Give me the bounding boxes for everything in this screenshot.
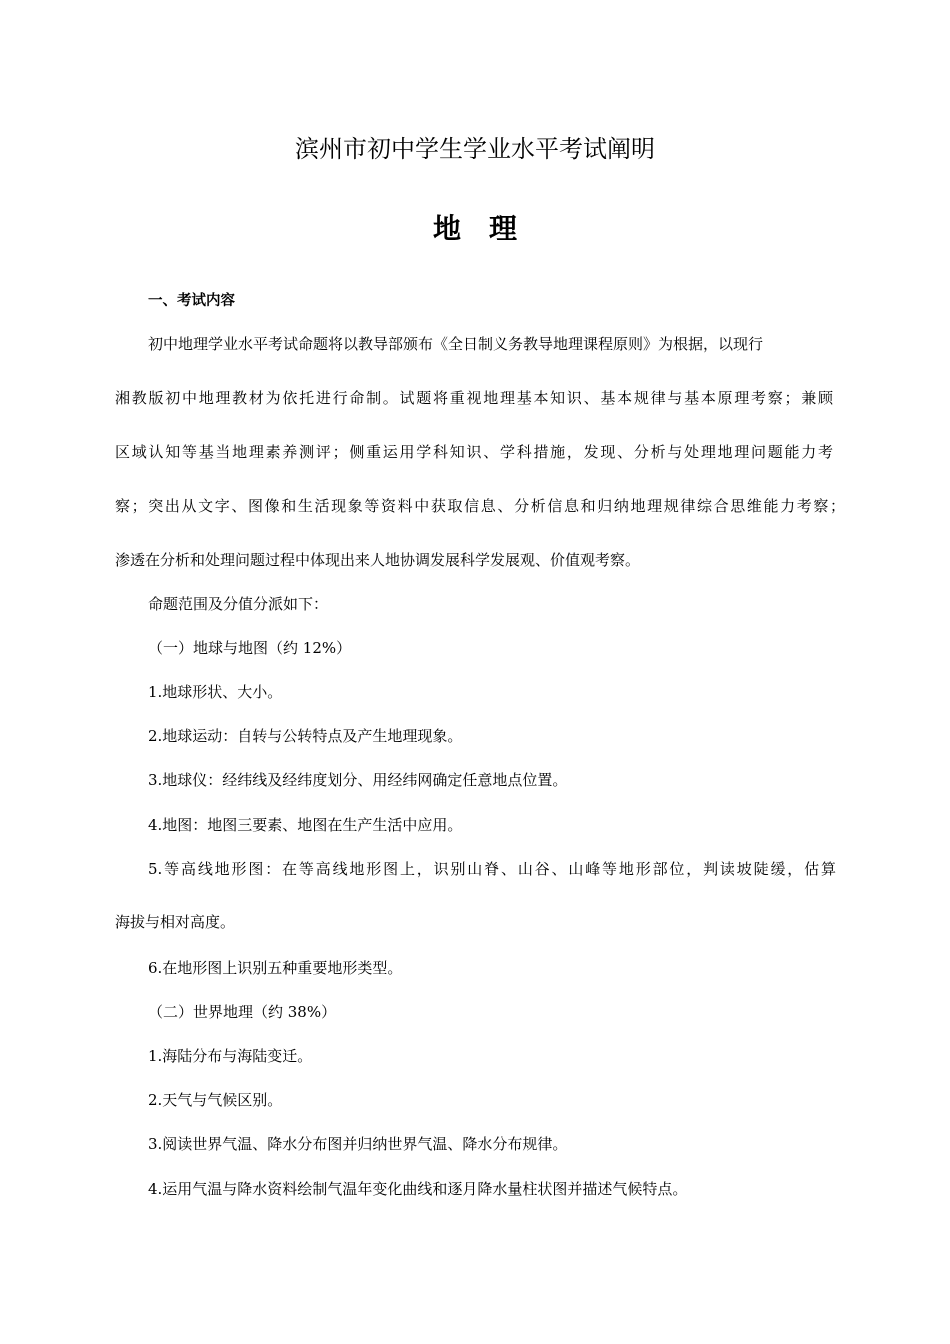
paragraph-line-1: 初中地理学业水平考试命题将以教导部颁布《全日制义务教导地理课程原则》为根据，以现行 [148, 335, 764, 353]
part1-heading: （一）地球与地图（约 12%） [148, 639, 352, 657]
section-heading-exam-content: 一、考试内容 [148, 293, 235, 309]
paragraph-line-3: 区域认知等基当地理素养测评；侧重运用学科知识、学科措施，发现、分析与处理地理问题能力考 [115, 443, 833, 461]
list-item: 2.地球运动：自转与公转特点及产生地理现象。 [148, 727, 463, 745]
list-item: 3.地球仪：经纬线及经纬度划分、用经纬网确定任意地点位置。 [148, 771, 568, 789]
list-item: 2.天气与气候区别。 [148, 1091, 283, 1109]
paragraph-line-4: 察；突出从文字、图像和生活现象等资料中获取信息、分析信息和归纳地理规律综合思维能力考察； [115, 497, 845, 515]
list-item: 1.海陆分布与海陆变迁。 [148, 1047, 313, 1065]
list-item-continuation: 海拔与相对高度。 [115, 913, 236, 931]
list-item: 6.在地形图上识别五种重要地形类型。 [148, 959, 403, 977]
part2-heading: （二）世界地理（约 38%） [148, 1003, 337, 1021]
paragraph-line-5: 渗透在分析和处理问题过程中体现出来人地协调发展科学发展观、价值观考察。 [115, 551, 641, 569]
subject-title: 地理 [432, 212, 545, 245]
document-title: 滨州市初中学生学业水平考试阐明 [295, 135, 655, 163]
list-item: 4.运用气温与降水资料绘制气温年变化曲线和逐月降水量柱状图并描述气候特点。 [148, 1180, 688, 1198]
list-item: 3.阅读世界气温、降水分布图并归纳世界气温、降水分布规律。 [148, 1135, 568, 1153]
list-item: 5.等高线地形图：在等高线地形图上，识别山脊、山谷、山峰等地形部位，判读坡陡缓，估算 [148, 860, 836, 878]
paragraph-line-2: 湘教版初中地理教材为依托进行命制。试题将重视地理基本知识、基本规律与基本原理考察；兼顾 [115, 389, 833, 407]
scope-intro: 命题范围及分值分派如下： [148, 595, 329, 613]
list-item: 4.地图：地图三要素、地图在生产生活中应用。 [148, 816, 463, 834]
list-item: 1.地球形状、大小。 [148, 683, 283, 701]
